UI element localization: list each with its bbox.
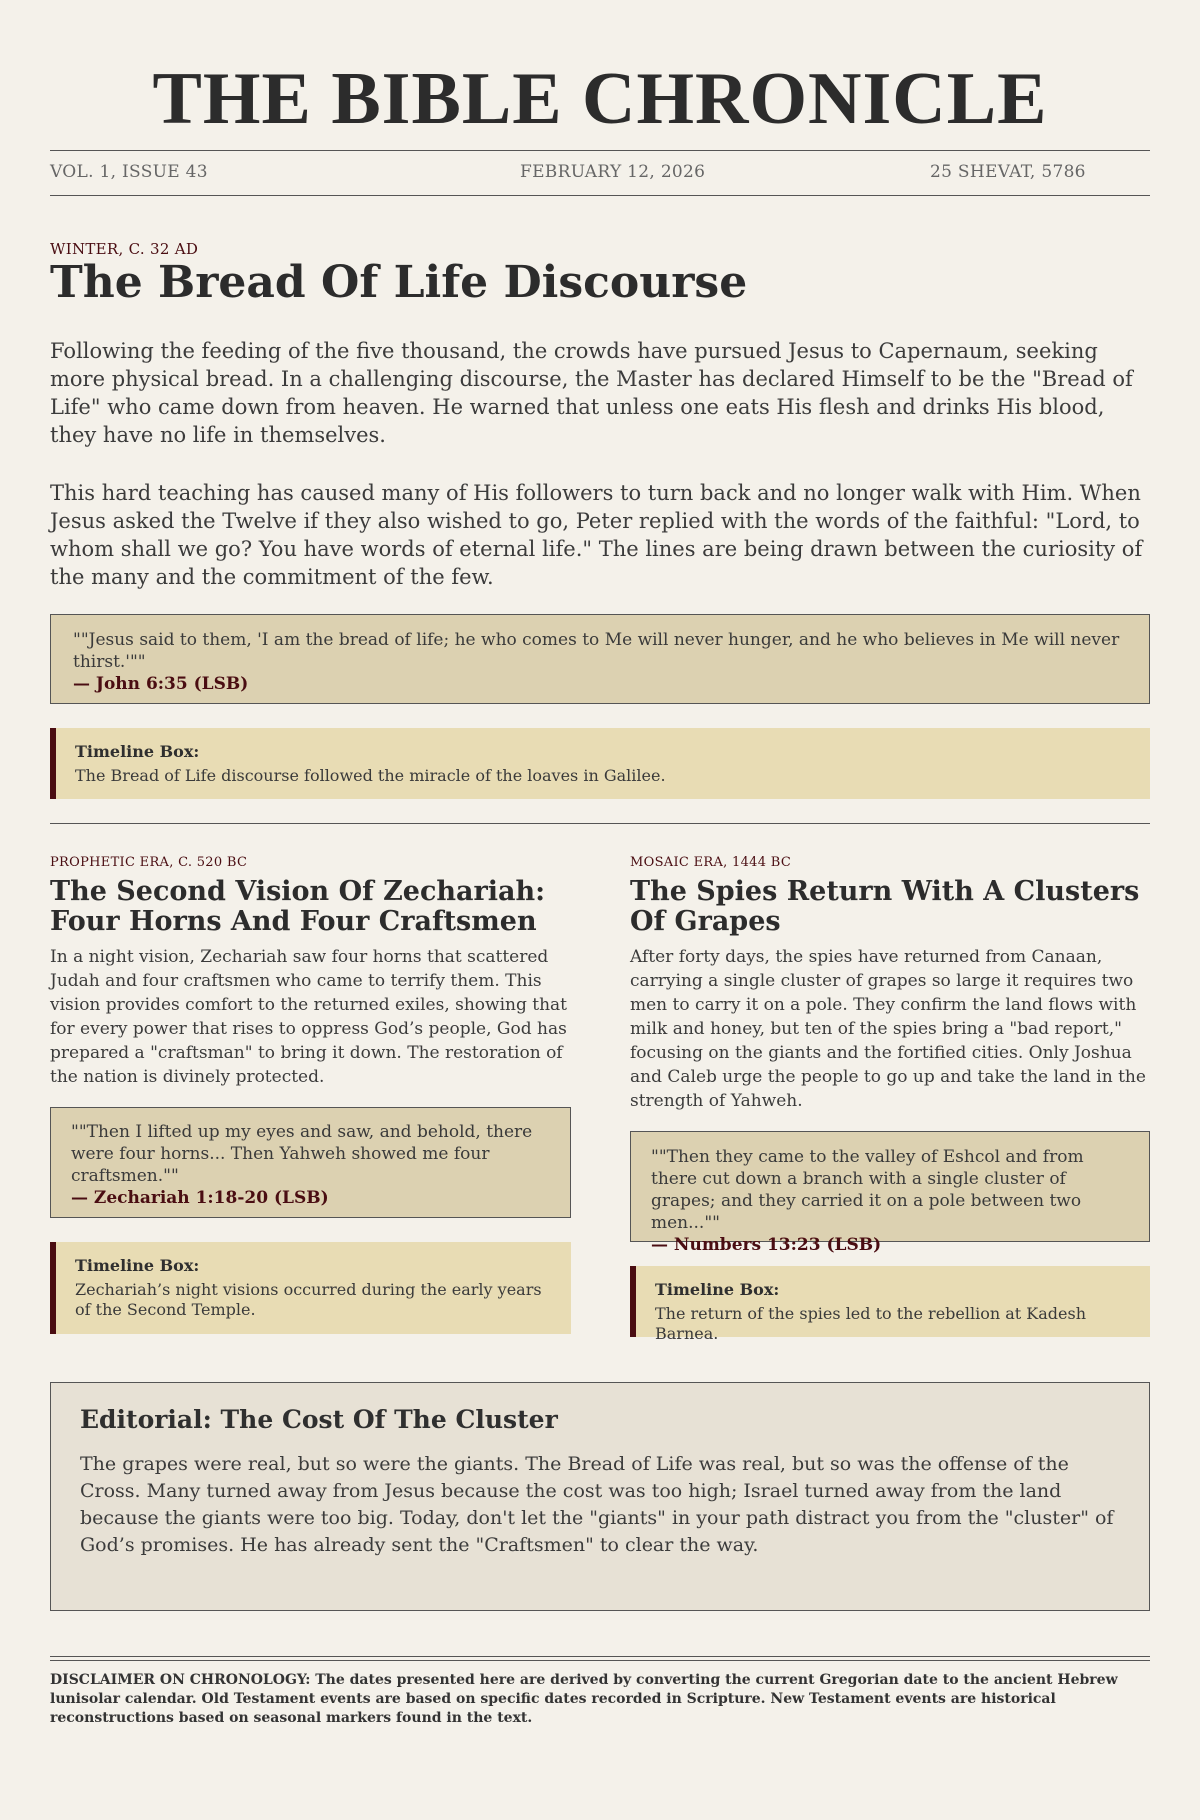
timeline-text: The return of the spies led to the rebellion at Kadesh Barnea. [655,1304,1087,1343]
right-scripture-quote [630,1131,1150,1255]
right-timeline-box [630,1266,1150,1343]
scripture-reference: — John 6:35 (LSB) [73,674,249,694]
footer-rule-top [50,1656,1150,1657]
editorial-title: Editorial: The Cost Of The Cluster [80,1405,558,1434]
right-article-title: The Spies Return With A Clusters Of Grapes [630,876,1140,937]
lead-paragraph-1: Following the feeding of the five thousand, the crowds have pursued Jesus to Capernaum, seeking more physical bread. In a challenging discourse, the Master has declared Himself to be the "Bread of Life" who came down from heaven. He warned that unless one eats His flesh and drinks His blood, they have no life in themselves. [50,339,1133,447]
masthead-top-rule [50,150,1150,151]
masthead-title: THE BIBLE CHRONICLE [152,58,1048,140]
scripture-text: ""Jesus said to them, 'I am the bread of life; he who comes to Me will never hunger, and he who believes in Me will never thirst.'"" [73,630,1120,672]
editorial-body: The grapes were real, but so were the giants. The Bread of Life was real, but so was the offense of the Cross. Many turned away from Jesus because the cost was too high; Israel turned away from the land because the giants were too big. Today, don't let the "giants" in your path distract you from the "cluster" of God’s promises. He has already sent the "Craftsmen" to clear the way. [80,1453,1114,1556]
footer-rule-bottom [50,1660,1150,1661]
lead-scripture-quote [50,614,1150,704]
left-article-body: In a night vision, Zechariah saw four horns that scattered Judah and four craftsmen who came to terrify them. This vision provides comfort to the returned exiles, showing that for every power that rises to oppress God’s people, God has prepared a "craftsman" to bring it down. The restoration of the nation is divinely protected. [50,947,568,1087]
left-article-kicker: PROPHETIC ERA, C. 520 BC [50,855,248,870]
scripture-text: ""Then they came to the valley of Eshcol and from there cut down a branch with a single cluster of grapes; and they carried it on a pole between two men..."" [651,1147,1084,1233]
left-article-title: The Second Vision Of Zechariah: Four Horns And Four Craftsmen [50,876,546,937]
issue-volume: VOL. 1, ISSUE 43 [50,162,208,182]
left-timeline-box [50,1242,571,1334]
hebrew-date: 25 SHEVAT, 5786 [930,162,1086,182]
lead-timeline-box [50,728,1150,799]
timeline-label: Timeline Box: [75,742,200,761]
scripture-text: ""Then I lifted up my eyes and saw, and behold, there were four horns... Then Yahweh showed me four craftsmen."" [71,1122,533,1186]
chronology-disclaimer: DISCLAIMER ON CHRONOLOGY: The dates presented here are derived by converting the current Gregorian date to the ancient Hebrew lunisolar calendar. Old Testament events are based on specific dates recorded in Scripture. New Testament events are historical reconstructions based on seasonal markers found in the text. [50,1672,1118,1726]
masthead-bottom-rule [50,195,1150,196]
lead-kicker: WINTER, C. 32 AD [50,240,199,258]
timeline-text: The Bread of Life discourse followed the miracle of the loaves in Galilee. [75,766,666,785]
timeline-label: Timeline Box: [75,1256,200,1275]
timeline-label: Timeline Box: [655,1280,780,1299]
right-article-body: After forty days, the spies have returned from Canaan, carrying a single cluster of grapes so large it requires two men to carry it on a pole. They confirm the land flows with milk and honey, but ten of the spies bring a "bad report," focusing on the giants and the fortified cities. Only Joshua and Caleb urge the people to go up and take the land in the strength of Yahweh. [630,947,1146,1111]
scripture-reference: — Zechariah 1:18-20 (LSB) [71,1188,329,1208]
section-divider [50,823,1150,824]
timeline-text: Zechariah’s night visions occurred during the early years of the Second Temple. [75,1280,542,1319]
lead-title: The Bread Of Life Discourse [50,257,748,308]
left-scripture-quote [50,1107,571,1218]
scripture-reference: — Numbers 13:23 (LSB) [651,1235,882,1255]
editorial-box [50,1382,1150,1611]
lead-paragraph-2: This hard teaching has caused many of His followers to turn back and no longer walk with Him. When Jesus asked the Twelve if they also wished to go, Peter replied with the words of the faithful: "Lord, to whom shall we go? You have words of eternal life." The lines are being drawn between the curiosity of the many and the commitment of the few. [50,481,1143,589]
issue-date: FEBRUARY 12, 2026 [520,162,706,182]
right-article-kicker: MOSAIC ERA, 1444 BC [630,855,792,870]
